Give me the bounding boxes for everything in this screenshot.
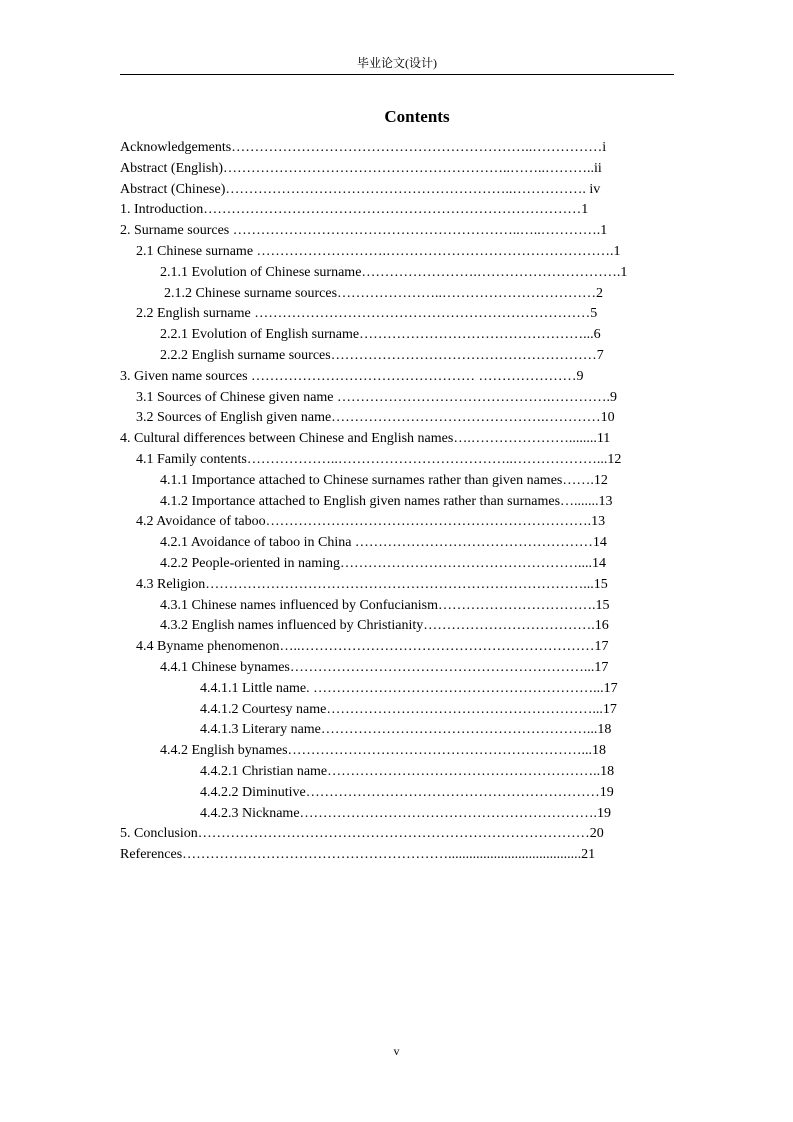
toc-entry-family-contents[interactable]: 4.1 Family contents………………..………………………………..………………...12: [136, 451, 622, 467]
toc-entry-confucianism[interactable]: 4.3.1 Chinese names influenced by Confucianism…………………………….15: [160, 597, 610, 613]
toc-entry-little-name[interactable]: 4.4.1.1 Little name. ……………………………………………………...17: [200, 680, 618, 696]
toc-entry-people-oriented-naming[interactable]: 4.2.2 People-oriented in naming……………………………………………....14: [160, 555, 607, 571]
toc-entry-literary-name[interactable]: 4.4.1.3 Literary name…………………………………………………...18: [200, 722, 612, 738]
toc-entry-sources-english-given-name[interactable]: 3.2 Sources of English given name……………………………………….…………10: [136, 410, 615, 426]
running-header: 毕业论文(设计): [357, 56, 437, 70]
toc-entry-abstract-english[interactable]: Abstract (English)……………………………………………………..……..………..ii: [120, 160, 602, 176]
toc-entry-conclusion[interactable]: 5. Conclusion…………………………………………………………………………20: [120, 826, 604, 842]
toc-entry-religion[interactable]: 4.3 Religion………………………………………………………………………...15: [136, 576, 608, 592]
toc-entry-introduction[interactable]: 1. Introduction………………………………………………………………………1: [120, 202, 589, 218]
toc-entry-evolution-english-surname[interactable]: 2.2.1 Evolution of English surname…………………………………………...6: [160, 327, 601, 343]
toc-entry-acknowledgements[interactable]: Acknowledgements………………………………………………………..……………i: [120, 140, 607, 155]
toc-entry-sources-chinese-given-name[interactable]: 3.1 Sources of Chinese given name ……………………………………….………….9: [136, 389, 618, 405]
toc-entry-given-name-sources[interactable]: 3. Given name sources ………………………………………… …………………9: [120, 368, 584, 384]
page-title: Contents: [384, 107, 450, 126]
table-of-contents: [120, 138, 670, 866]
page-number: v: [393, 1044, 400, 1058]
toc-entry-chinese-bynames[interactable]: 4.4.1 Chinese bynames………………………………………………………...17: [160, 659, 609, 675]
toc-entry-english-surname-sources[interactable]: 2.2.2 English surname sources…………………………………………………7: [160, 347, 604, 363]
toc-entry-chinese-surname-sources[interactable]: 2.1.2 Chinese surname sources…………………..……………………………2: [164, 285, 604, 301]
toc-entry-surname-sources[interactable]: 2. Surname sources ……………………………………………………..…..………….1: [120, 223, 608, 239]
toc-entry-abstract-chinese[interactable]: Abstract (Chinese)……………………………………………………..……………. iv: [120, 181, 601, 197]
toc-entry-christian-name[interactable]: 4.4.2.1 Christian name…………………………………………………..18: [200, 763, 615, 779]
toc-entry-courtesy-name[interactable]: 4.4.1.2 Courtesy name…………………………………………………...17: [200, 701, 617, 717]
toc-entry-christianity[interactable]: 4.3.2 English names influenced by Christianity……………………………….16: [160, 618, 609, 634]
toc-entry-byname-phenomenon[interactable]: 4.4 Byname phenomenon…..………………………………………………………17: [136, 639, 609, 655]
toc-entry-importance-chinese-surnames[interactable]: 4.1.1 Importance attached to Chinese surnames rather than given names…….12: [160, 472, 608, 488]
toc-entry-evolution-chinese-surname[interactable]: 2.1.1 Evolution of Chinese surname…………………….………………………….1: [160, 264, 628, 280]
header-rule: [120, 74, 674, 75]
toc-entry-avoidance-of-taboo[interactable]: 4.2 Avoidance of taboo…………………………………………………………….13: [136, 514, 606, 530]
toc-entry-diminutive[interactable]: 4.4.2.2 Diminutive………………………………………………………19: [200, 784, 614, 800]
toc-entry-cultural-differences[interactable]: 4. Cultural differences between Chinese and English names….…………………........11: [120, 431, 611, 447]
toc-entry-chinese-surname[interactable]: 2.1 Chinese surname ……………………….………………………………………….1: [136, 243, 621, 259]
toc-entry-avoidance-of-taboo-china[interactable]: 4.2.1 Avoidance of taboo in China ……………………………………………14: [160, 535, 607, 551]
toc-entry-english-surname[interactable]: 2.2 English surname ………………………………………………………………5: [136, 306, 598, 322]
toc-entry-references[interactable]: References…………………………………………………......................................21: [120, 847, 596, 863]
toc-entry-nickname[interactable]: 4.4.2.3 Nickname……………………………………………………….19: [200, 805, 612, 821]
toc-entry-english-bynames[interactable]: 4.4.2 English bynames………………………………………………………...18: [160, 743, 607, 759]
toc-entry-importance-english-given-names[interactable]: 4.1.2 Importance attached to English given names rather than surnames….......13: [160, 493, 613, 509]
